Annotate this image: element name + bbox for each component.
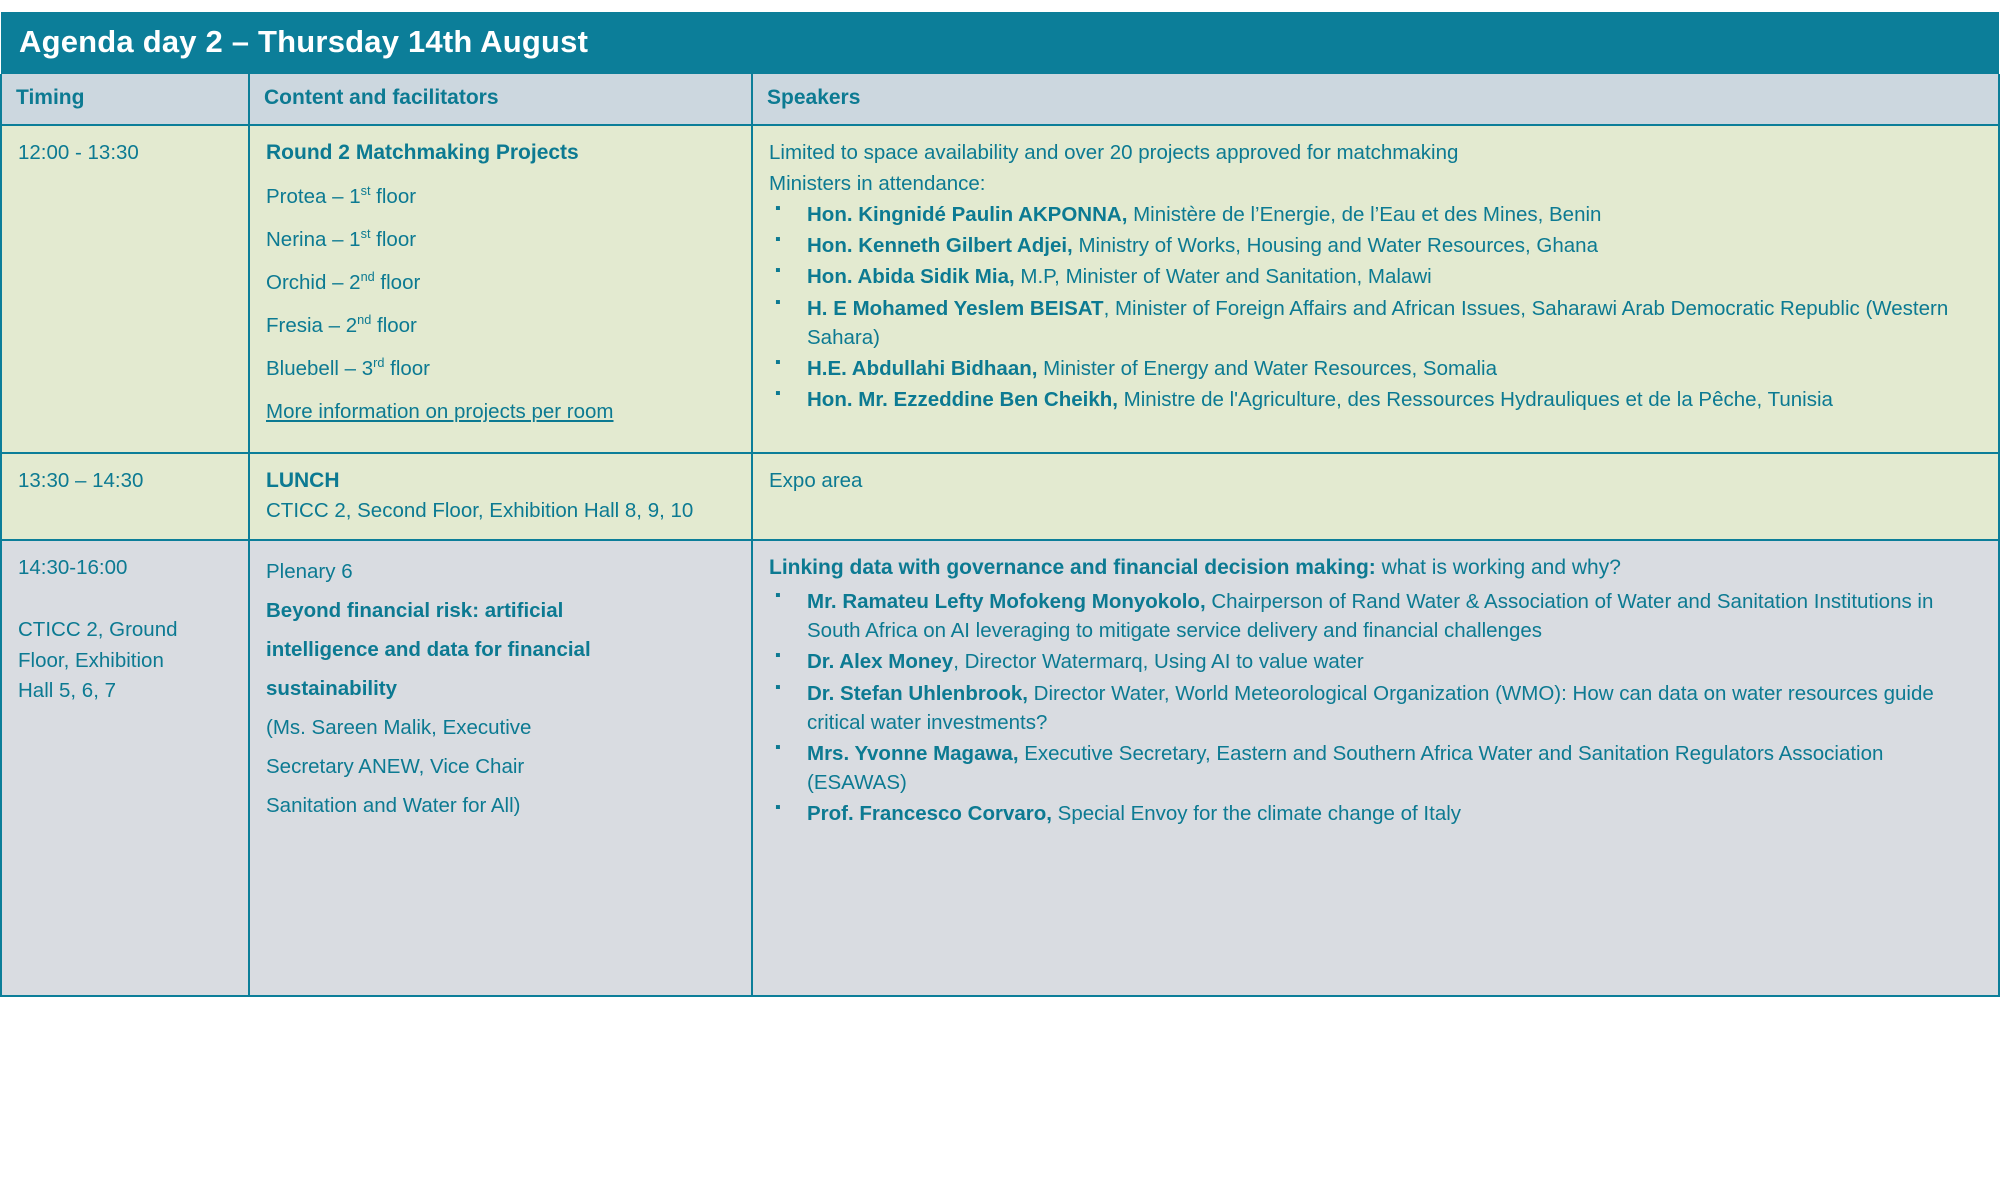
row3-speakers-heading-bold: Linking data with governance and financial decision making: (769, 556, 1376, 580)
list-item (769, 354, 1982, 383)
row1-content-cell (249, 125, 752, 453)
row3-facilitator-line-3: Sanitation and Water for All) (266, 794, 521, 818)
row3-timing-line-4: Floor, Exhibition (18, 648, 164, 672)
row3-content-block (266, 553, 735, 826)
row3-speakers-cell (752, 540, 1999, 996)
row3-facilitator (266, 709, 735, 826)
row3-timing-spacer (18, 584, 232, 615)
list-item (769, 294, 1982, 352)
row1-timing: 12:00 - 13:30 (18, 141, 139, 164)
room-ordinal: rd (373, 355, 385, 371)
row3-timing-cell (1, 540, 249, 996)
row3-session-title-line-3: sustainability (266, 677, 398, 701)
room-suffix: floor (384, 357, 431, 381)
row2-speakers-cell (752, 453, 1999, 540)
agenda-title-cell (1, 12, 1999, 74)
list-item (769, 385, 1982, 414)
row2-content-cell (249, 453, 752, 540)
page-title: Agenda day 2 – Thursday 14th August (19, 24, 589, 59)
minister-name: H. E Mohamed Yeslem BEISAT (807, 296, 1104, 320)
speaker-name: Dr. Alex Money (807, 650, 954, 674)
row2-timing-cell (1, 453, 249, 540)
speaker-role: Special Envoy for the climate change of Italy (1051, 801, 1462, 825)
row2-speakers-text: Expo area (769, 469, 863, 493)
list-item (769, 799, 1982, 828)
row3-session-title-line-1: Beyond financial risk: artificial (266, 599, 564, 623)
row3-facilitator-line-1: (Ms. Sareen Malik, Executive (266, 716, 532, 740)
list-item (769, 739, 1982, 797)
room-ordinal: nd (360, 269, 375, 285)
row1-speakers-intro-1: Limited to space availability and over 20 projects approved for matchmaking (769, 141, 1459, 164)
room-suffix: floor (370, 184, 417, 208)
agenda-table (0, 12, 2000, 997)
row3-speakers-heading-rest: what is working and why? (1375, 556, 1621, 580)
minister-name: Hon. Kenneth Gilbert Adjei, (807, 234, 1073, 258)
table-header-row (1, 74, 1999, 125)
minister-role: Ministre de l'Agriculture, des Ressources Hydrauliques et de la Pêche, Tunisia (1117, 387, 1833, 411)
column-header-speakers: Speakers (752, 74, 1999, 125)
table-row (1, 125, 1999, 453)
row1-room-2 (266, 225, 735, 254)
table-row (1, 453, 1999, 540)
row3-speaker-list (769, 587, 1982, 828)
list-item (769, 679, 1982, 737)
row3-timing-line-3: CTICC 2, Ground (18, 617, 178, 641)
speaker-role: Executive Secretary, Eastern and Southern Africa Water and Sanitation Regulators Association (ESAWAS) (807, 741, 1884, 794)
row1-room-1 (266, 182, 735, 211)
list-item (769, 647, 1982, 676)
room-ordinal: st (360, 226, 371, 242)
room-suffix: floor (370, 227, 417, 251)
room-suffix: floor (371, 314, 417, 338)
speaker-name: Mr. Ramateu Lefty Mofokeng Monyokolo, (807, 590, 1206, 614)
row1-speakers-cell (752, 125, 1999, 453)
room-suffix: floor (374, 271, 421, 295)
row1-room-5 (266, 354, 735, 383)
row3-session-title-line-2: intelligence and data for financial (266, 638, 591, 662)
row3-timing-line-1: 14:30-16:00 (18, 556, 128, 580)
row3-plenary-label: Plenary 6 (266, 560, 353, 584)
projects-per-room-link[interactable]: More information on projects per room (266, 400, 614, 424)
minister-role: Ministère de l’Energie, de l’Eau et des Mines, Benin (1127, 203, 1602, 227)
list-item (769, 262, 1982, 291)
minister-name: Hon. Abida Sidik Mia, (807, 265, 1015, 289)
room-name: Orchid – 2 (266, 271, 361, 295)
minister-role: Minister of Energy and Water Resources, Somalia (1037, 356, 1497, 380)
minister-role: Ministry of Works, Housing and Water Resources, Ghana (1072, 234, 1598, 258)
row1-speakers-intro-2: Ministers in attendance: (769, 172, 986, 196)
column-header-timing: Timing (1, 74, 249, 125)
row3-timing-line-5: Hall 5, 6, 7 (18, 679, 116, 703)
minister-name: Hon. Kingnidé Paulin AKPONNA, (807, 203, 1128, 227)
row1-content-title: Round 2 Matchmaking Projects (266, 141, 579, 164)
row2-content-location: CTICC 2, Second Floor, Exhibition Hall 8, 9, 10 (266, 499, 694, 523)
room-ordinal: nd (357, 312, 372, 328)
row3-speakers-heading (769, 553, 1982, 583)
table-row (1, 540, 1999, 996)
room-name: Protea – 1 (266, 184, 361, 208)
room-ordinal: st (360, 182, 371, 198)
room-name: Bluebell – 3 (266, 357, 374, 381)
speaker-name: Mrs. Yvonne Magawa, (807, 741, 1019, 765)
speaker-name: Prof. Francesco Corvaro, (807, 801, 1052, 825)
room-name: Fresia – 2 (266, 314, 358, 338)
minister-name: Hon. Mr. Ezzeddine Ben Cheikh, (807, 387, 1118, 411)
row3-content-cell (249, 540, 752, 996)
minister-role: , Minister of Foreign Affairs and African Issues, Saharawi Arab Democratic Republic (Western Sahara) (807, 296, 1949, 349)
room-name: Nerina – 1 (266, 227, 361, 251)
agenda-title-row (1, 12, 1999, 74)
list-item (769, 231, 1982, 260)
row1-room-3 (266, 268, 735, 297)
row3-timing (18, 553, 232, 707)
minister-name: H.E. Abdullahi Bidhaan, (807, 356, 1038, 380)
row3-session-title (266, 592, 735, 709)
speaker-role: Director Water, World Meteorological Organization (WMO): How can data on water resources guide critical water investments? (807, 681, 1934, 734)
row2-timing: 13:30 – 14:30 (18, 469, 144, 493)
row1-minister-list (769, 200, 1982, 414)
row1-room-4 (266, 311, 735, 340)
speaker-role: Chairperson of Rand Water & Association of Water and Sanitation Institutions in South Africa on AI leveraging to mitigate service delivery and financial challenges (807, 590, 1934, 643)
list-item (769, 200, 1982, 229)
row1-timing-cell (1, 125, 249, 453)
row3-facilitator-line-2: Secretary ANEW, Vice Chair (266, 755, 525, 779)
row2-content-title: LUNCH (266, 469, 340, 493)
speaker-name: Dr. Stefan Uhlenbrook, (807, 681, 1028, 705)
column-header-content: Content and facilitators (249, 74, 752, 125)
minister-role: M.P, Minister of Water and Sanitation, Malawi (1014, 265, 1432, 289)
list-item (769, 587, 1982, 645)
speaker-role: , Director Watermarq, Using AI to value water (953, 650, 1364, 674)
